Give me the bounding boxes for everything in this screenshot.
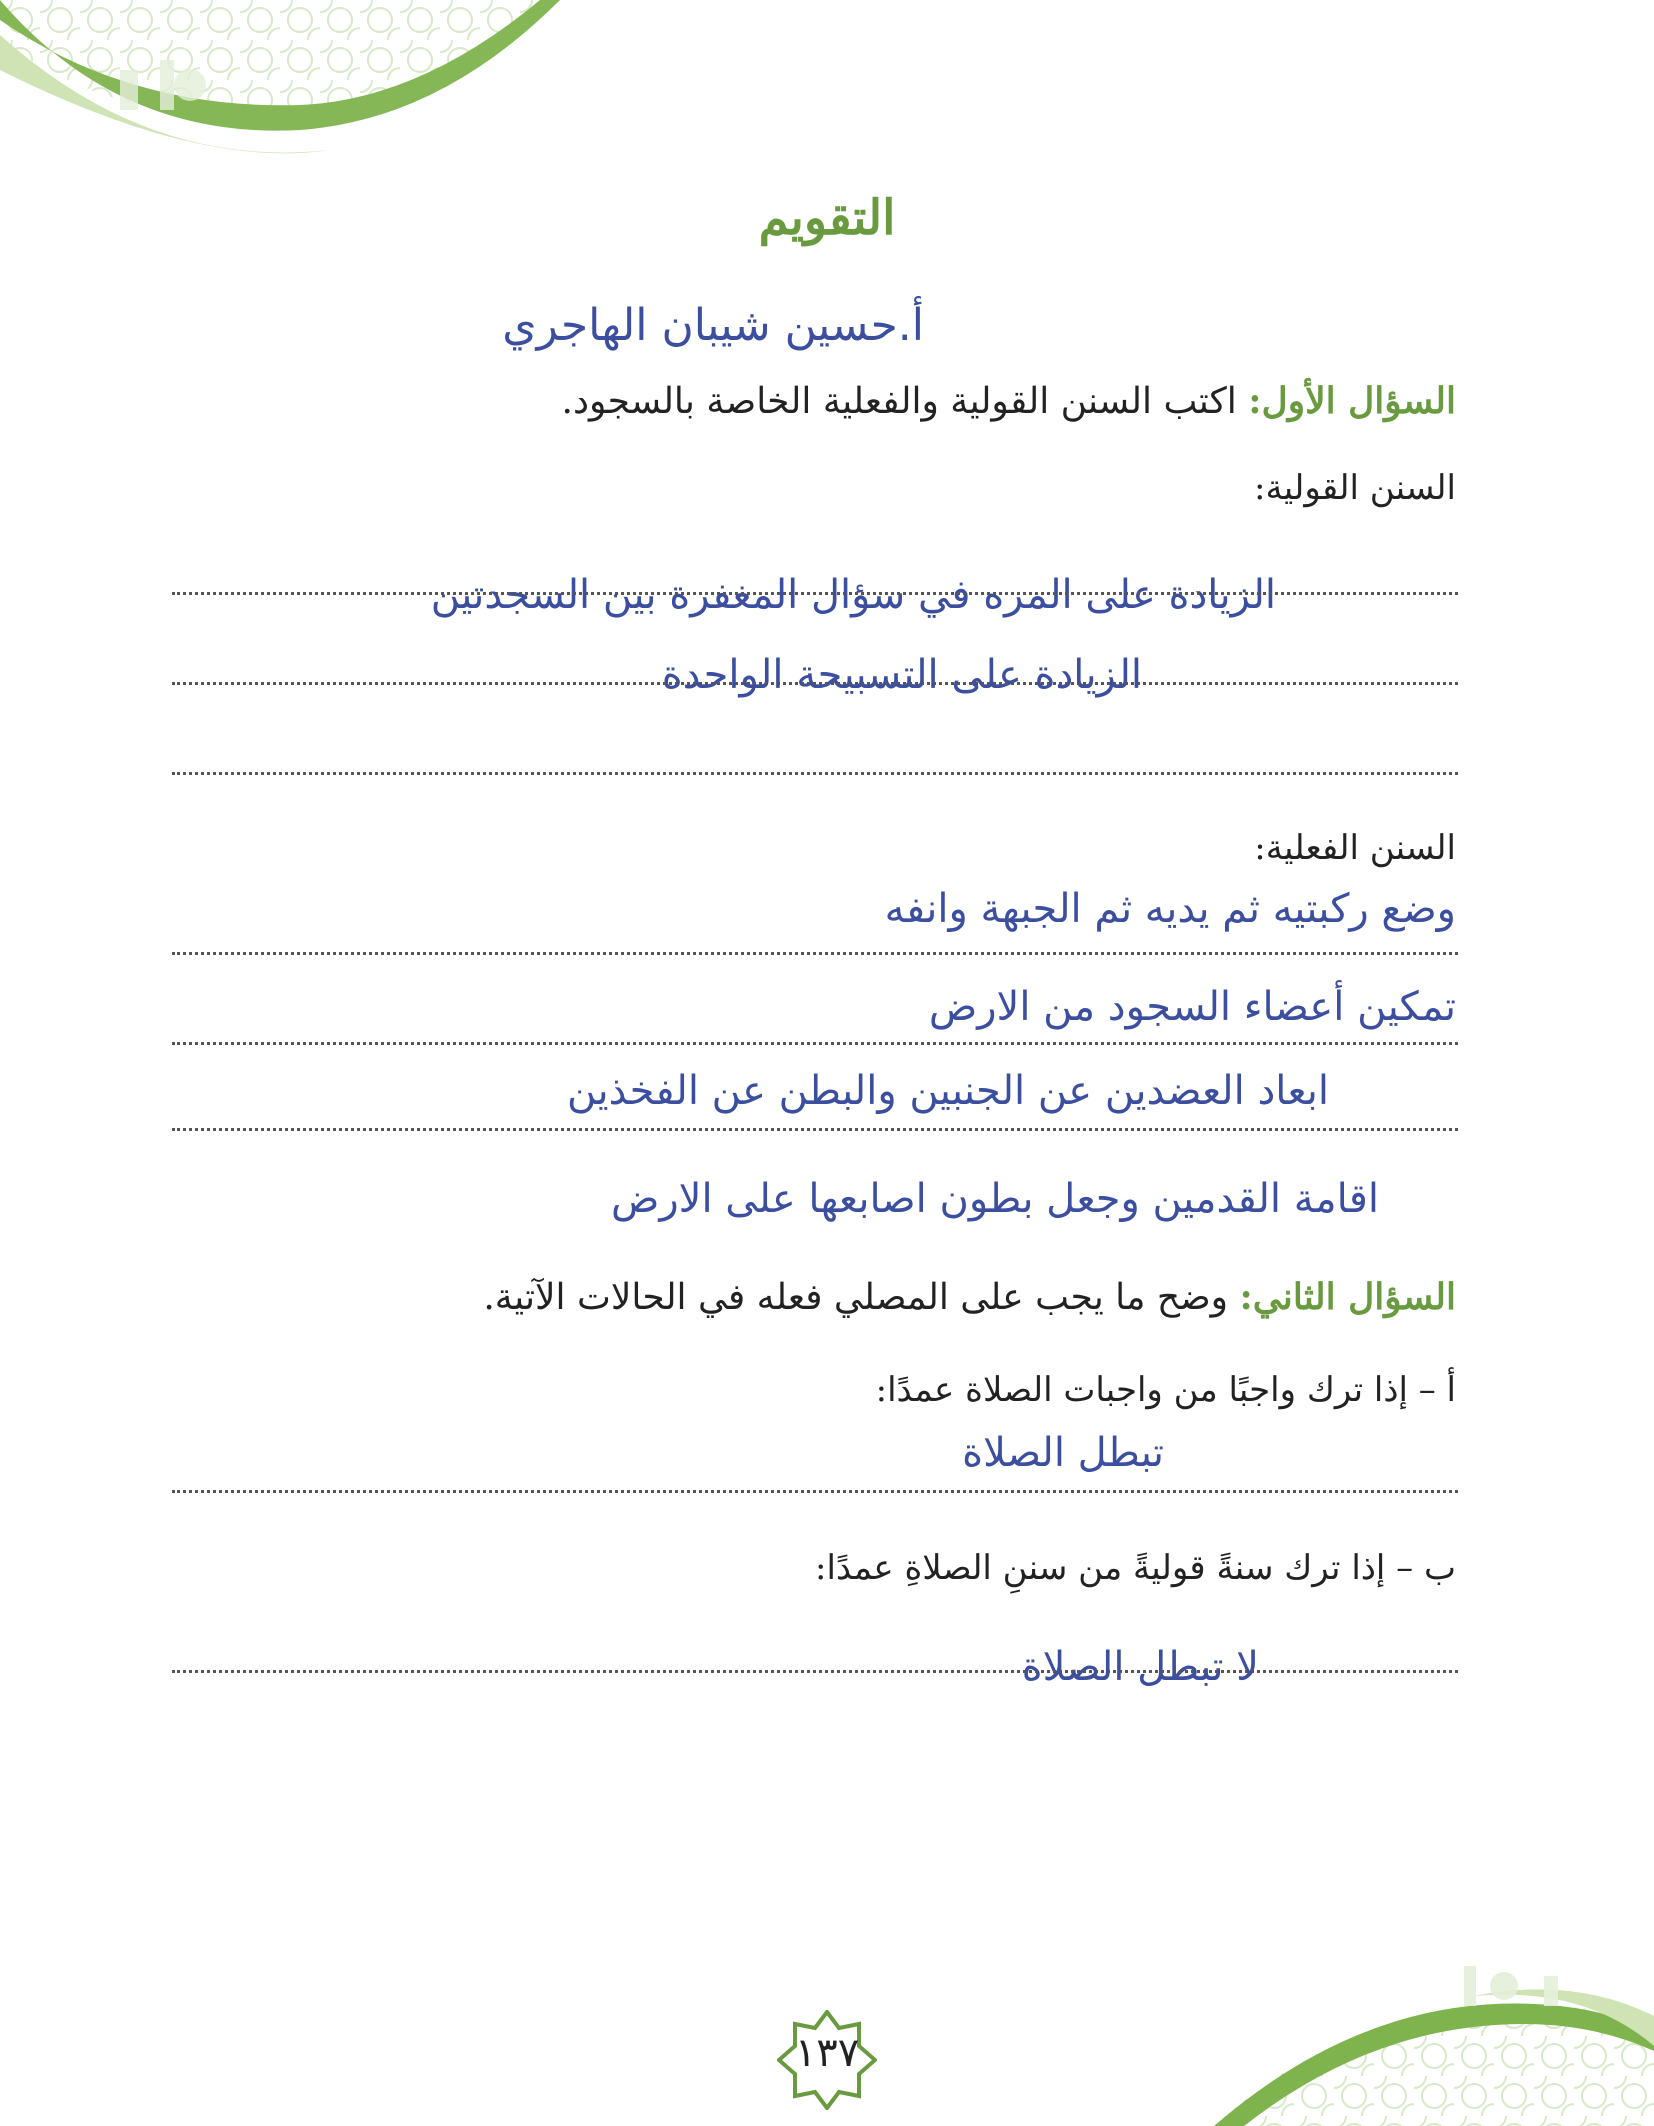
question-2a-answer: تبطل الصلاة	[962, 1430, 1164, 1476]
page-title: التقويم	[758, 190, 896, 246]
question-2a-label: أ – إذا ترك واجبًا من واجبات الصلاة عمدًا:	[875, 1370, 1456, 1410]
answer-line-3	[172, 772, 1458, 775]
answer-line-5	[172, 1042, 1458, 1045]
question-2	[483, 1276, 1456, 1318]
question-2-text: وضح ما يجب على المصلي فعله في الحالات الآتية.	[483, 1277, 1240, 1318]
action-answer-4: اقامة القدمين وجعل بطون اصابعها على الارض	[610, 1176, 1379, 1222]
answer-line-2	[172, 682, 1458, 685]
verbal-answer-1: الزيادة على المره في سؤال المغفرة بين السجدتين	[430, 572, 1276, 618]
answer-line-4	[172, 952, 1458, 955]
verbal-answer-2: الزيادة على التسبيحة الواحدة	[661, 652, 1142, 698]
verbal-sunan-label: السنن القولية:	[1254, 468, 1456, 508]
action-answer-1: وضع ركبتيه ثم يديه ثم الجبهة وانفه	[884, 886, 1456, 932]
page-number: ١٣٧	[794, 2030, 860, 2076]
question-2b-label: ب – إذا ترك سنةً قوليةً من سننِ الصلاةِ عمدًا:	[814, 1548, 1456, 1588]
bottom-right-decoration	[1214, 1956, 1654, 2126]
question-1-label: السؤال الأول:	[1248, 380, 1456, 422]
author-name: أ.حسين شيبان الهاجري	[502, 300, 924, 351]
action-answer-2: تمكين أعضاء السجود من الارض	[928, 984, 1456, 1030]
question-2-label: السؤال الثاني:	[1239, 1276, 1456, 1318]
question-2b-answer: لا تبطل الصلاة	[1021, 1644, 1259, 1690]
answer-line-1	[172, 592, 1458, 595]
answer-line-7	[172, 1490, 1458, 1493]
question-1-text: اكتب السنن القولية والفعلية الخاصة بالسجود.	[561, 381, 1249, 422]
action-answer-3: ابعاد العضدين عن الجنبين والبطن عن الفخذين	[567, 1068, 1329, 1114]
answer-line-8	[172, 1670, 1458, 1673]
answer-line-6	[172, 1128, 1458, 1131]
question-1	[562, 380, 1456, 422]
top-left-decoration	[0, 0, 560, 160]
action-sunan-label: السنن الفعلية:	[1254, 828, 1456, 868]
